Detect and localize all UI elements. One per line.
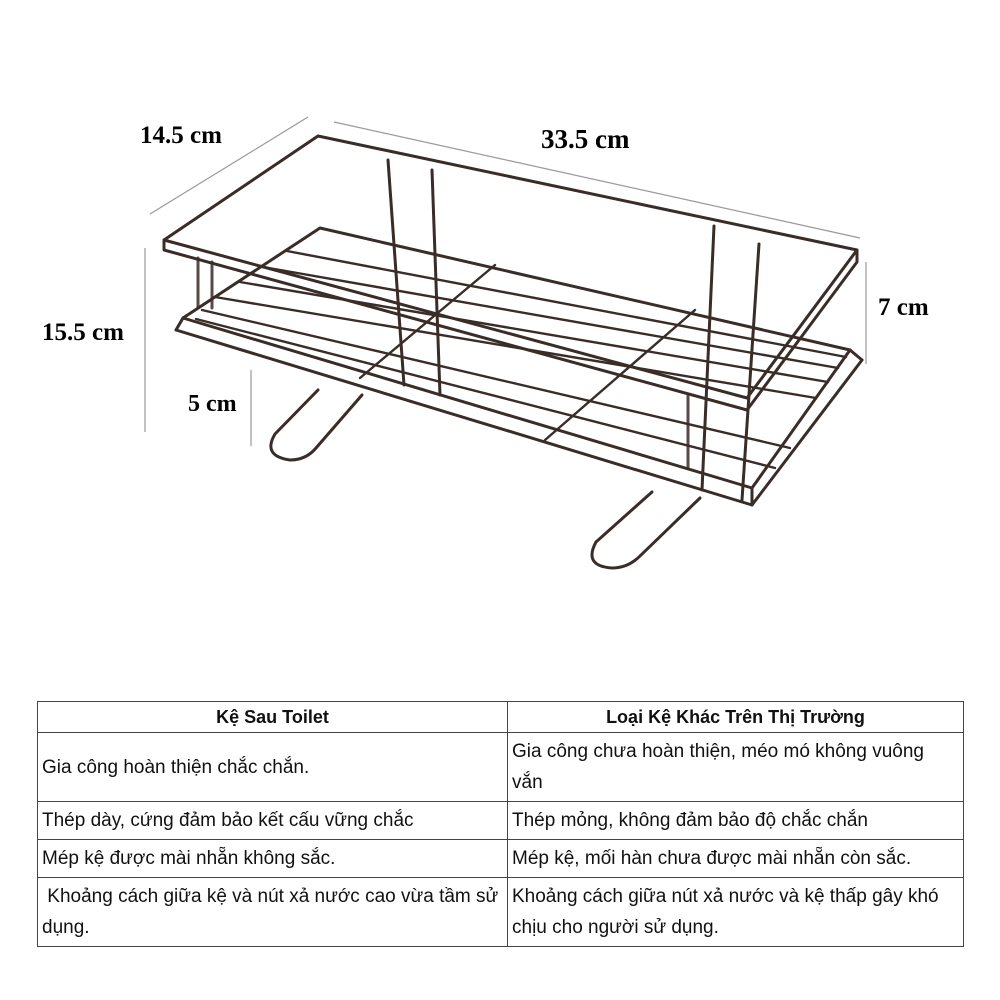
length-dimension-label: 33.5 cm [541,124,630,154]
column-header-other-rack: Loại Kệ Khác Trên Thị Trường [508,702,964,733]
hook-dimension-label: 5 cm [188,391,237,417]
comparison-table [37,701,964,947]
rack-posts [271,160,759,568]
table-cell: Thép dày, cứng đảm bảo kết cấu vững chắc [38,802,508,840]
table-cell: Gia công chưa hoàn thiện, méo mó không vuông vắn [508,733,964,802]
table-cell: Mép kệ được mài nhẵn không sắc. [38,840,508,878]
table-row [38,840,964,878]
table-header-row [38,702,964,733]
table-row [38,733,964,802]
rack-right-hook [592,492,700,568]
rack-post [432,170,440,395]
table-cell: Khoảng cách giữa nút xả nước và kệ thấp gây khó chịu cho người sử dụng. [508,878,964,947]
table-cell: Mép kệ, mối hàn chưa được mài nhẵn còn sắc. [508,840,964,878]
table-cell: Khoảng cách giữa kệ và nút xả nước cao vừa tầm sử dụng. [38,878,508,947]
rack-left-hook [271,390,362,460]
table-row [38,878,964,947]
width-dimension-label: 14.5 cm [140,122,222,149]
depth-dimension-label: 7 cm [878,294,929,321]
column-header-our-rack: Kệ Sau Toilet [38,702,508,733]
rack-basket [176,228,862,505]
height-dimension-label: 15.5 cm [42,319,124,346]
table-row [38,802,964,840]
rack-floor-corner [176,318,183,330]
rack-floor-corner [850,350,862,360]
table-cell: Thép mỏng, không đảm bảo độ chắc chắn [508,802,964,840]
table-cell: Gia công hoàn thiện chắc chắn. [38,733,508,802]
